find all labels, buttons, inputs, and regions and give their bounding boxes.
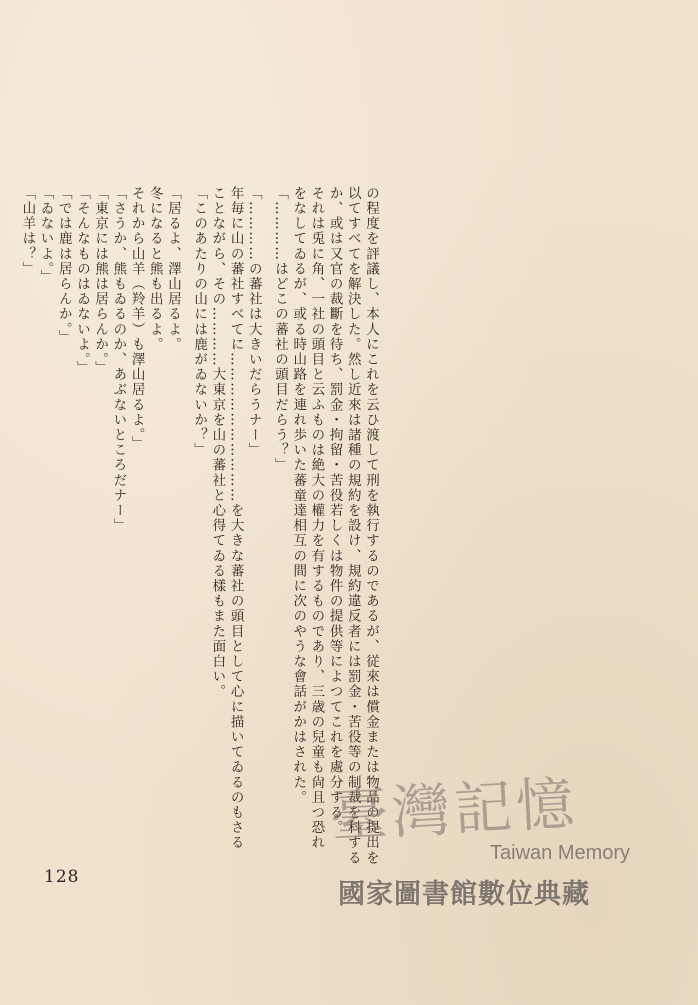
text-column-3: か、或は又官の裁斷を待ち、罰金・拘留・苦役若しくは物件の提供等によつてこれを處分する。 xyxy=(326,186,343,836)
watermark-chinese-text: 國家圖書館數位典藏 xyxy=(338,879,590,910)
text-column-13: それから山羊（羚羊）も澤山居るよ。」 xyxy=(128,186,145,452)
text-column-15: 「東京には熊は居らんか。」 xyxy=(92,186,109,376)
text-column-7: 「…………の蕃社は大きいだらうナー」 xyxy=(245,186,262,458)
text-column-2: 以てすべてを解決した。然し近來は諸種の規約を設け、規約違反者には罰金・苦役等の制裁を科する xyxy=(344,186,361,866)
text-column-12: 冬になると熊も出るよ。 xyxy=(146,186,163,353)
text-column-16: 「そんなものはゐないよ。」 xyxy=(73,186,90,376)
text-column-11: 「居るよ、澤山居るよ。 xyxy=(164,186,181,353)
text-column-4: それは兎に角、一社の頭目と云ふものは絶大の權力を有するものであり、三歳の兒童も尙且つ恐れ xyxy=(308,186,325,851)
vertical-text-body xyxy=(19,186,380,866)
watermark-english-text: Taiwan Memory xyxy=(490,842,631,864)
text-column-17: 「では鹿は居らんか。」 xyxy=(55,186,72,346)
text-column-19: 「山羊は？」 xyxy=(19,186,36,277)
text-column-18: 「ゐないよ。」 xyxy=(37,186,54,285)
text-column-10: 「このあたりの山には鹿がゐないか？」 xyxy=(191,186,208,458)
text-column-5: をなしてゐるが、或る時山路を連れ歩いた蕃童達相互の間に次のやうな會話がかはされた。 xyxy=(290,186,307,806)
text-column-1: の程度を評議し、本人にこれを云ひ渡して刑を執行するのであるが、従來は償金または物品の提出を xyxy=(363,186,379,866)
text-column-6: 「…………はどこの蕃社の頭目だらう？」 xyxy=(271,186,288,473)
text-column-8: 年毎に山の蕃社すべてに…………………………を大きな蕃社の頭目として心に描いてゐるのもさる xyxy=(227,186,244,851)
watermark xyxy=(328,769,670,916)
page-number: 128 xyxy=(44,867,80,887)
text-column-14: 「さうか、熊もゐるのか、あぶないところだナー」 xyxy=(110,186,127,534)
watermark-logo: 臺灣記憶 xyxy=(328,769,580,851)
text-column-9: ことながら、その…………大東京を山の蕃社と心得てゐる樣もまた面白い。 xyxy=(209,186,226,700)
